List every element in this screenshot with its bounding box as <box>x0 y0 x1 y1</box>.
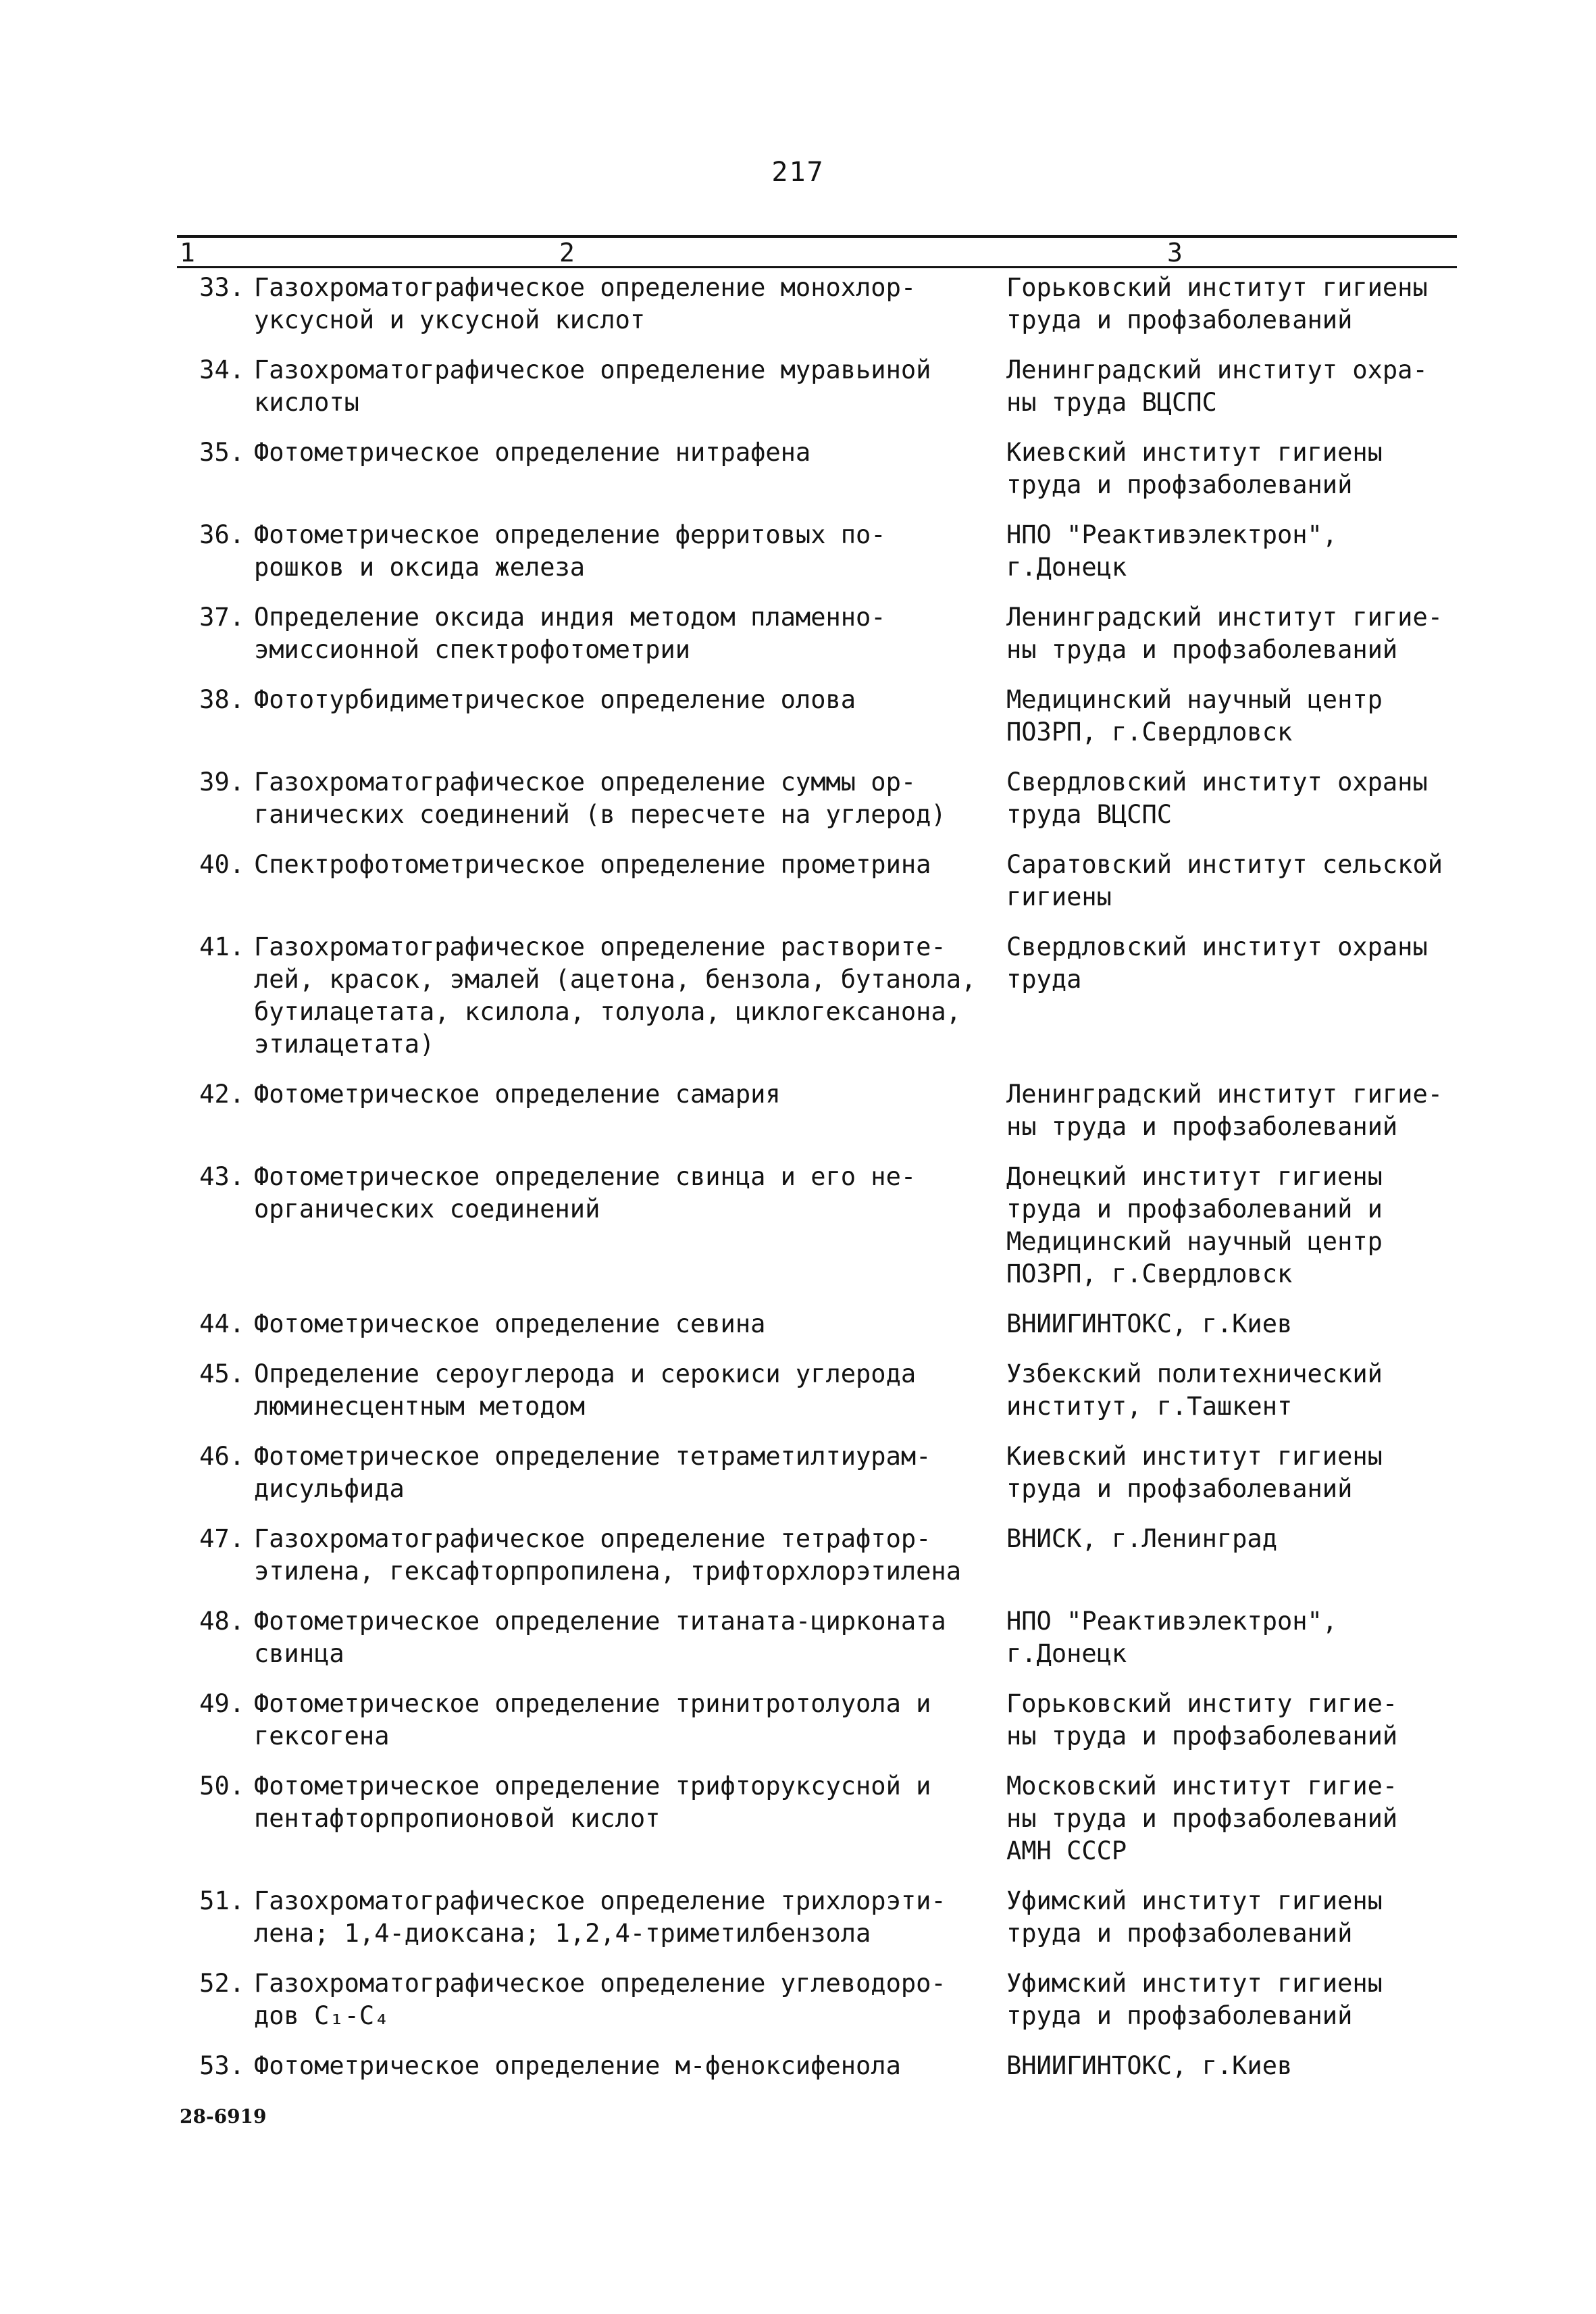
entry-method-title: Фотометрическое определение титаната-цирконата свинца <box>254 1607 946 1668</box>
table-row <box>177 2050 1457 2082</box>
column-header-3: 3 <box>1167 238 1183 268</box>
entry-method-title: Фотометрическое определение трифторуксусной и пентафторпропионовой кислот <box>254 1771 931 1833</box>
table-header-rule <box>177 266 1457 268</box>
table-row <box>177 1885 1457 1950</box>
entry-organization: Ленинградский институт гигие- ны труда и профзаболеваний <box>1006 603 1443 664</box>
column-header-2: 2 <box>559 238 575 268</box>
entry-method-title: Газохроматографическое определение тетрафтор- этилена, гексафторпропилена, трифторхлорэтилена <box>254 1524 961 1586</box>
table-row <box>177 1770 1457 1867</box>
entry-method-title: Фотометрическое определение тринитротолуола и гексогена <box>254 1689 931 1751</box>
entry-method-title: Газохроматографическое определение монохлор- уксусной и уксусной кислот <box>254 273 917 334</box>
entry-organization: НПО "Реактивэлектрон", г.Донецк <box>1006 1607 1338 1668</box>
table-row <box>177 519 1457 584</box>
entry-method-title: Определение сероуглерода и серокиси углерода люминесцентным методом <box>254 1359 917 1421</box>
entry-number: 41. <box>199 932 244 961</box>
entry-number: 36. <box>199 520 244 549</box>
table-row <box>177 684 1457 749</box>
entry-method-title: Газохроматографическое определение растворите- лей, красок, эмалей (ацетона, бензола, бутанола, бутилацетата, ксилола, толуола, циклогексанона, этилацетата) <box>254 932 977 1059</box>
table-row <box>177 272 1457 336</box>
entry-organization: Узбекский политехнический институт, г.Ташкент <box>1006 1359 1383 1421</box>
table-row <box>177 1358 1457 1423</box>
entry-organization: Горьковский институт гигиены труда и профзаболеваний <box>1006 273 1428 334</box>
table-row <box>177 1523 1457 1588</box>
footer-code: 28-6919 <box>180 2105 267 2128</box>
entry-organization: Ленинградский институт гигие- ны труда и профзаболеваний <box>1006 1080 1443 1141</box>
entry-organization: Донецкий институт гигиены труда и профзаболеваний и Медицинский научный центр ПОЗРП, г.Свердловск <box>1006 1162 1383 1288</box>
entry-method-title: Фотометрическое определение м-феноксифенола <box>254 2051 901 2080</box>
entry-number: 51. <box>199 1886 244 1915</box>
entry-method-title: Определение оксида индия методом пламенно- эмиссионной спектрофотометрии <box>254 603 886 664</box>
entry-organization: Саратовский институт сельской гигиены <box>1006 850 1443 911</box>
entry-method-title: Фотометрическое определение свинца и его не- органических соединений <box>254 1162 917 1224</box>
table-row <box>177 354 1457 419</box>
table-row <box>177 931 1457 1061</box>
entry-number: 35. <box>199 438 244 467</box>
entry-number: 37. <box>199 603 244 632</box>
entry-organization: ВНИИГИНТОКС, г.Киев <box>1006 2051 1293 2080</box>
entry-number: 40. <box>199 850 244 879</box>
page-number: 217 <box>771 157 825 188</box>
entry-method-title: Фотометрическое определение севина <box>254 1309 766 1338</box>
entry-number: 53. <box>199 2051 244 2080</box>
entry-method-title: Газохроматографическое определение трихлорэти- лена; 1,4-диоксана; 1,2,4-триметилбензола <box>254 1886 946 1948</box>
table-row <box>177 1967 1457 2032</box>
table-row <box>177 1308 1457 1340</box>
entry-number: 33. <box>199 273 244 302</box>
entry-number: 47. <box>199 1524 244 1553</box>
entry-organization: Ленинградский институт охра- ны труда ВЦСПС <box>1006 355 1428 417</box>
entry-method-title: Газохроматографическое определение суммы ор- ганических соединений (в пересчете на углерод) <box>254 768 946 829</box>
entry-method-title: Фотометрическое определение самария <box>254 1080 781 1109</box>
entry-number: 39. <box>199 768 244 797</box>
table-row <box>177 1688 1457 1753</box>
entry-method-title: Фотометрическое определение тетраметилтиурам- дисульфида <box>254 1442 931 1503</box>
entry-number: 43. <box>199 1162 244 1191</box>
table-top-rule <box>177 235 1457 238</box>
table-row <box>177 1440 1457 1505</box>
entry-number: 52. <box>199 1969 244 1998</box>
entry-number: 46. <box>199 1442 244 1471</box>
entry-organization: Уфимский институт гигиены труда и профзаболеваний <box>1006 1969 1383 2030</box>
entry-number: 45. <box>199 1359 244 1388</box>
entry-number: 48. <box>199 1607 244 1636</box>
entry-number: 34. <box>199 355 244 384</box>
entry-organization: Свердловский институт охраны труда <box>1006 932 1428 994</box>
entry-method-title: Фотометрическое определение ферритовых по- рошков и оксида железа <box>254 520 886 582</box>
table-row <box>177 849 1457 913</box>
table-row <box>177 436 1457 501</box>
table-row <box>177 1161 1457 1290</box>
entry-organization: Московский институт гигие- ны труда и профзаболеваний АМН СССР <box>1006 1771 1398 1865</box>
entry-organization: Киевский институт гигиены труда и профзаболеваний <box>1006 438 1383 499</box>
entry-number: 50. <box>199 1771 244 1801</box>
entry-number: 44. <box>199 1309 244 1338</box>
entry-number: 38. <box>199 685 244 714</box>
table-row <box>177 1605 1457 1670</box>
entry-organization: НПО "Реактивэлектрон", г.Донецк <box>1006 520 1338 582</box>
table-row <box>177 766 1457 831</box>
entry-number: 42. <box>199 1080 244 1109</box>
table-row <box>177 1078 1457 1143</box>
entry-method-title: Фототурбидиметрическое определение олова <box>254 685 856 714</box>
entry-method-title: Фотометрическое определение нитрафена <box>254 438 811 467</box>
entry-organization: Киевский институт гигиены труда и профзаболеваний <box>1006 1442 1383 1503</box>
entry-organization: Горьковский институ гигие- ны труда и профзаболеваний <box>1006 1689 1398 1751</box>
entry-method-title: Газохроматографическое определение муравьиной кислоты <box>254 355 931 417</box>
entry-organization: Свердловский институт охраны труда ВЦСПС <box>1006 768 1428 829</box>
entry-organization: Уфимский институт гигиены труда и профзаболеваний <box>1006 1886 1383 1948</box>
column-header-1: 1 <box>180 238 195 268</box>
table-row <box>177 601 1457 666</box>
entry-method-title: Газохроматографическое определение углеводоро- дов C₁-C₄ <box>254 1969 946 2030</box>
entry-organization: ВНИИГИНТОКС, г.Киев <box>1006 1309 1293 1338</box>
entry-organization: Медицинский научный центр ПОЗРП, г.Свердловск <box>1006 685 1383 747</box>
entry-organization: ВНИСК, г.Ленинград <box>1006 1524 1277 1553</box>
entry-number: 49. <box>199 1689 244 1718</box>
entry-method-title: Спектрофотометрическое определение прометрина <box>254 850 931 879</box>
entries-table <box>177 272 1457 2100</box>
